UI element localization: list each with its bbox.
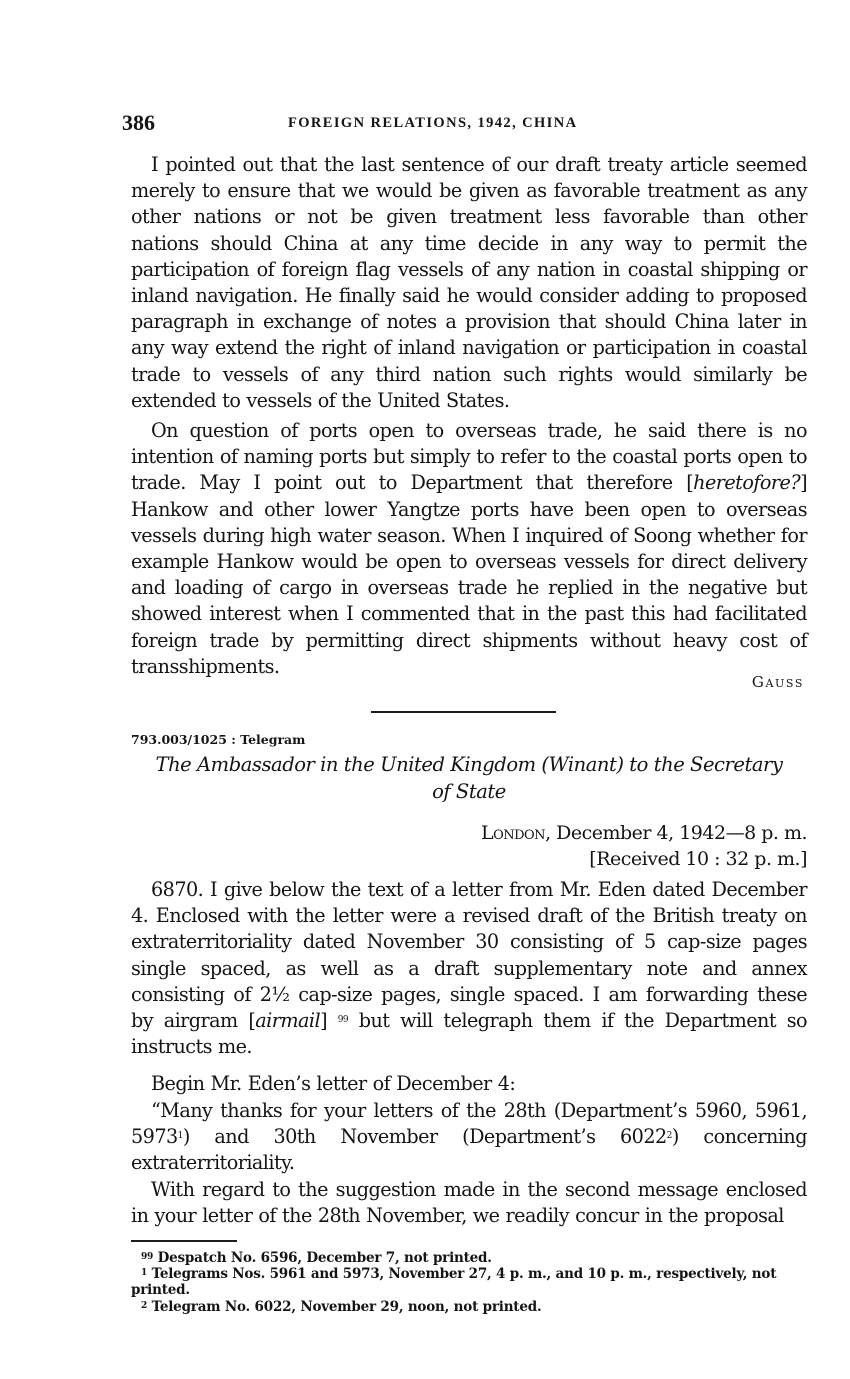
page-header: [122, 110, 812, 140]
paragraph-suggestion: [131, 1177, 807, 1229]
paragraph-text: Begin Mr. Eden’s letter of December 4:: [151, 1072, 516, 1095]
dateline-sent: [481, 821, 807, 847]
footnote-text: Telegram No. 6022, November 29, noon, not printed.: [151, 1298, 542, 1315]
footnotes: [131, 1250, 816, 1315]
dateline: [481, 821, 807, 872]
paragraph-text-middle: ) and 30th November (Department’s 6022: [182, 1125, 667, 1149]
paragraph-begin-letter: [131, 1071, 807, 1097]
footnote-mark: 1: [141, 1268, 148, 1279]
footnote-marker-2[interactable]: 2: [666, 1131, 672, 1142]
paragraph-text-after: ) concerning extraterritoriality.: [131, 1125, 807, 1175]
footnote-marker-1[interactable]: 1: [177, 1131, 183, 1142]
dateline-date: , December 4, 1942—8 p. m.: [545, 822, 807, 844]
footnote-text: Telegrams Nos. 5961 and 5973, November 27, 4 p. m., and 10 p. m., respectively, not printed.: [131, 1266, 777, 1299]
document-title-line-2: of State: [432, 779, 506, 803]
signature: Gauss: [751, 673, 804, 691]
closing-bracket: ]: [320, 1009, 328, 1033]
paragraph-treaty-article: [131, 152, 807, 414]
footnote-99: [131, 1250, 816, 1266]
footnote-rule: [131, 1240, 237, 1242]
paragraph-ports: [131, 418, 807, 680]
footnote-mark: 2: [141, 1300, 148, 1311]
paragraph-text-before: 6870. I give below the text of a letter from Mr. Eden dated December 4. Enclosed with the letter were a revised draft of the British treaty on extraterritoriality dated November 30 consisting of 5 cap-size pages single spaced, as well as a draft supplementary note and annex consisting of 2½ cap-size pages, single spaced. I am forwarding these by airgram [: [131, 878, 807, 1033]
document-title: [131, 752, 807, 805]
paragraph-text-after: ] Hankow and other lower Yangtze ports have been open to overseas vessels during high water season. When I inquired of Soong whether for example Hankow would be open to overseas vessels for direct delivery and loading of cargo in overseas trade he replied in the negative but showed interest when I commented that in the past this had facilitated foreign trade by permitting direct shipments without heavy cost of transshipments.: [131, 471, 807, 678]
document-title-line-1: The Ambassador in the United Kingdom (Winant) to the Secretary: [155, 753, 783, 776]
dateline-received: [Received 10 : 32 p. m.]: [589, 847, 807, 870]
page-number: 386: [122, 110, 155, 135]
paragraph-text-before: “Many thanks for your letters of the 28th (Department’s 5960, 5961, 5973: [131, 1099, 807, 1149]
paragraph-text-after: but will telegraph them if the Department so instructs me.: [131, 1009, 807, 1059]
footnote-mark: 99: [141, 1252, 154, 1262]
paragraph-telegram-6870: [131, 877, 807, 1060]
paragraph-text-before: On question of ports open to overseas trade, he said there is no intention of naming ports but simply to refer to the coastal ports open to trade. May I point out to Department that therefore [: [131, 419, 807, 495]
footnote-text: Despatch No. 6596, December 7, not printed.: [157, 1250, 492, 1266]
paragraph-eden-thanks: [131, 1098, 807, 1177]
dateline-place: London: [480, 822, 546, 844]
paragraph-text: With regard to the suggestion made in the second message enclosed in your letter of the 28th November, we readily concur in the proposal: [131, 1178, 807, 1228]
editorial-insertion: heretofore?: [693, 471, 801, 495]
editorial-insertion: airmail: [255, 1009, 321, 1033]
paragraph-text: I pointed out that the last sentence of our draft treaty article seemed merely to ensure that we would be given as favorable treatment as any other nations or not be given treatment less favorable than other nations should China at any time decide in any way to permit the participation of foreign flag vessels of any nation in coastal shipping or inland navigation. He finally said he would consider adding to proposed paragraph in exchange of notes a provision that should China later in any way extend the right of inland navigation or participation in coastal trade to vessels of any third nation such rights would similarly be extended to vessels of the United States.: [131, 153, 807, 412]
section-divider: [371, 711, 556, 713]
running-head: FOREIGN RELATIONS, 1942, CHINA: [288, 115, 578, 131]
footnote-1: [131, 1266, 816, 1298]
footnote-2: [131, 1299, 816, 1315]
file-reference: 793.003/1025 : Telegram: [131, 732, 306, 747]
footnote-marker-99[interactable]: 99: [337, 1015, 349, 1026]
